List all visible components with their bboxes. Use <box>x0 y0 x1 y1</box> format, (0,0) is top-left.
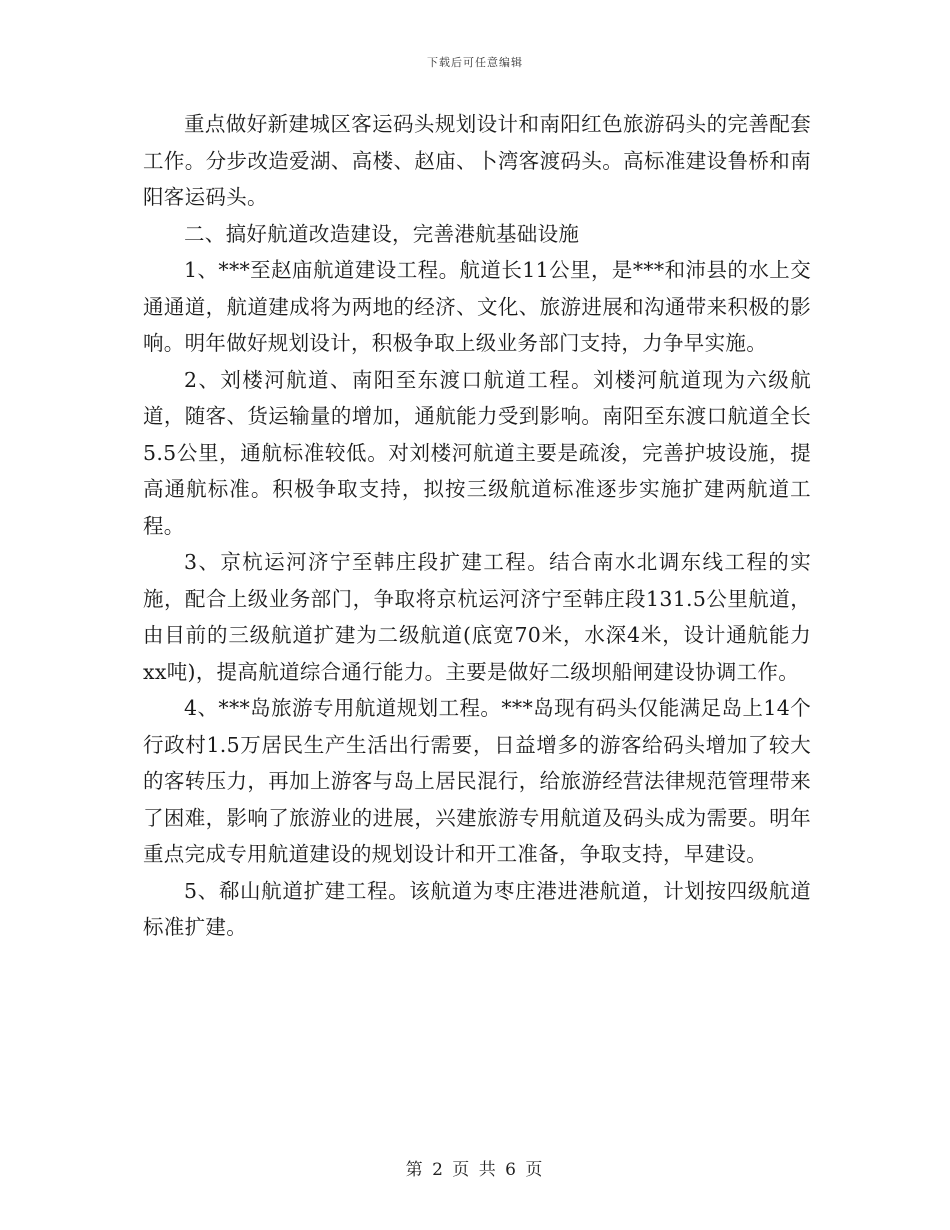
page-header: 下载后可任意编辑 <box>427 56 523 69</box>
section-heading-waterway: 二、搞好航道改造建设，完善港航基础设施 <box>184 221 580 246</box>
paragraph-port-construction: 重点做好新建城区客运码头规划设计和南阳红色旅游码头的完善配套工作。分步改造爱湖、高楼、赵庙、卜湾客渡码头。高标准建设鲁桥和南阳客运码头。 <box>143 112 811 209</box>
paragraph-item-3: 3、京杭运河济宁至韩庄段扩建工程。结合南水北调东线工程的实施，配合上级业务部门，争取将京杭运河济宁至韩庄段131.5公里航道，由目前的三级航道扩建为二级航道(底宽70米，水深4米，设计通航能力xx吨)，提高航道综合通行能力。主要是做好二级坝船闸建设协调工作。 <box>143 550 811 684</box>
paragraph-item-4: 4、***岛旅游专用航道规划工程。***岛现有码头仅能满足岛上14个行政村1.5万居民生产生活出行需要，日益增多的游客给码头增加了较大的客转压力，再加上游客与岛上居民混行，给旅游经营法律规范管理带来了困难，影响了旅游业的进展，兴建旅游专用航道及码头成为需要。明年重点完成专用航道建设的规划设计和开工准备，争取支持，早建设。 <box>143 696 811 866</box>
paragraph-item-2: 2、刘楼河航道、南阳至东渡口航道工程。刘楼河航道现为六级航道，随客、货运输量的增加，通航能力受到影响。南阳至东渡口航道全长5.5公里，通航标准较低。对刘楼河航道主要是疏浚，完善护坡设施，提高通航标准。积极争取支持，拟按三级航道标准逐步实施扩建两航道工程。 <box>143 367 811 538</box>
document-body <box>143 106 811 946</box>
paragraph-item-1: 1、***至赵庙航道建设工程。航道长11公里，是***和沛县的水上交通通道，航道建成将为两地的经济、文化、旅游进展和沟通带来积极的影响。明年做好规划设计，积极争取上级业务部门支持，力争早实施。 <box>143 258 811 355</box>
page-number: 第 2 页 共 6 页 <box>405 1160 545 1180</box>
paragraph-item-5: 5、郗山航道扩建工程。该航道为枣庄港进港航道，计划按四级航道标准扩建。 <box>143 878 811 939</box>
